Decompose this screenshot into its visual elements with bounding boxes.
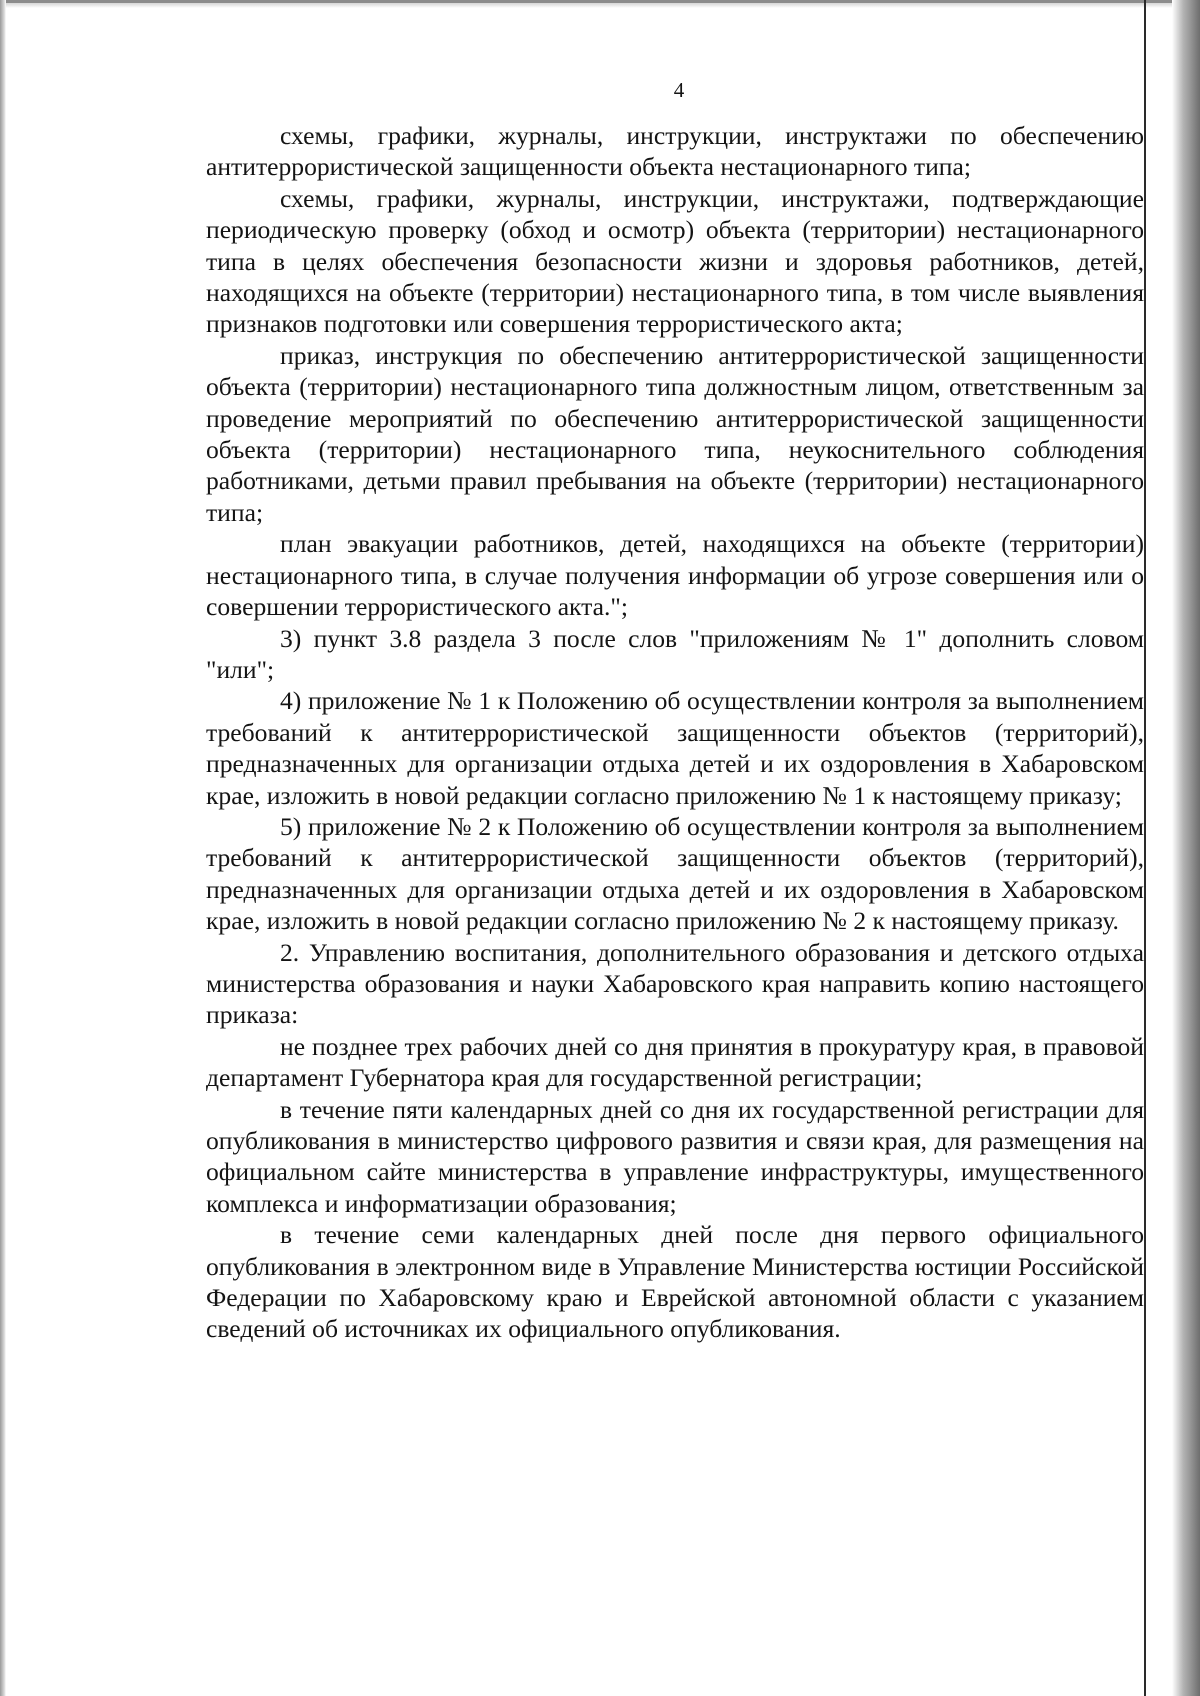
paragraph: в течение пяти календарных дней со дня их государственной регистрации для опубликования в министерство цифрового развития и связи края, для размещения на официальном сайте министерства в управление инфраструктуры, имущественного комплекса и информатизации образования; — [206, 1094, 1144, 1218]
scan-right-gutter — [1172, 0, 1200, 1696]
scan-right-crop-line — [1144, 0, 1146, 1696]
paragraph: приказ, инструкция по обеспечению антитеррористической защищенности объекта (территории) нестационарного типа должностным лицом, ответственным за проведение мероприятий по обеспечению антитеррористической защищенности объекта (территории) нестационарного типа, неукоснительного соблюдения работниками, детьми правил пребывания на объекте (территории) нестационарного типа; — [206, 340, 1144, 527]
document-body — [206, 120, 1144, 1345]
paragraph: план эвакуации работников, детей, находящихся на объекте (территории) нестационарного типа, в случае получения информации об угрозе совершения или о совершении террористического акта."; — [206, 529, 1144, 622]
scan-top-edge — [0, 0, 1200, 3]
paragraph: 2. Управлению воспитания, дополнительного образования и детского отдыха министерства образования и науки Хабаровского края направить копию настоящего приказа: — [206, 937, 1144, 1030]
paragraph: 5) приложение № 2 к Положению об осуществлении контроля за выполнением требований к антитеррористической защищенности объектов (территорий), предназначенных для организации отдыха детей и их оздоровления в Хабаровском крае, изложить в новой редакции согласно приложению № 2 к настоящему приказу. — [206, 811, 1144, 936]
page-number: 4 — [673, 78, 685, 102]
paragraph: 4) приложение № 1 к Положению об осуществлении контроля за выполнением требований к антитеррористической защищенности объектов (территорий), предназначенных для организации отдыха детей и их оздоровления в Хабаровском крае, изложить в новой редакции согласно приложению № 1 к настоящему приказу; — [206, 686, 1144, 810]
paragraph: 3) пункт 3.8 раздела 3 после слов "приложениям № 1" дополнить словом "или"; — [206, 623, 1144, 684]
scan-left-edge — [0, 0, 6, 1696]
paragraph: не позднее трех рабочих дней со дня принятия в прокуратуру края, в правовой департамент Губернатора края для государственной регистрации; — [206, 1031, 1144, 1093]
paragraph: в течение семи календарных дней после дня первого официального опубликования в электронном виде в Управление Министерства юстиции Российской Федерации по Хабаровскому краю и Еврейской автономной области с указанием сведений об источниках их официального опубликования. — [206, 1220, 1144, 1344]
paragraph: схемы, графики, журналы, инструкции, инструктажи по обеспечению антитеррористической защищенности объекта нестационарного типа; — [206, 121, 1144, 182]
paragraph: схемы, графики, журналы, инструкции, инструктажи, подтверждающие периодическую проверку (обход и осмотр) объекта (территории) нестационарного типа в целях обеспечения безопасности жизни и здоровья работников, детей, находящихся на объекте (территории) нестационарного типа, в том числе выявления признаков подготовки или совершения террористического акта; — [206, 183, 1144, 339]
